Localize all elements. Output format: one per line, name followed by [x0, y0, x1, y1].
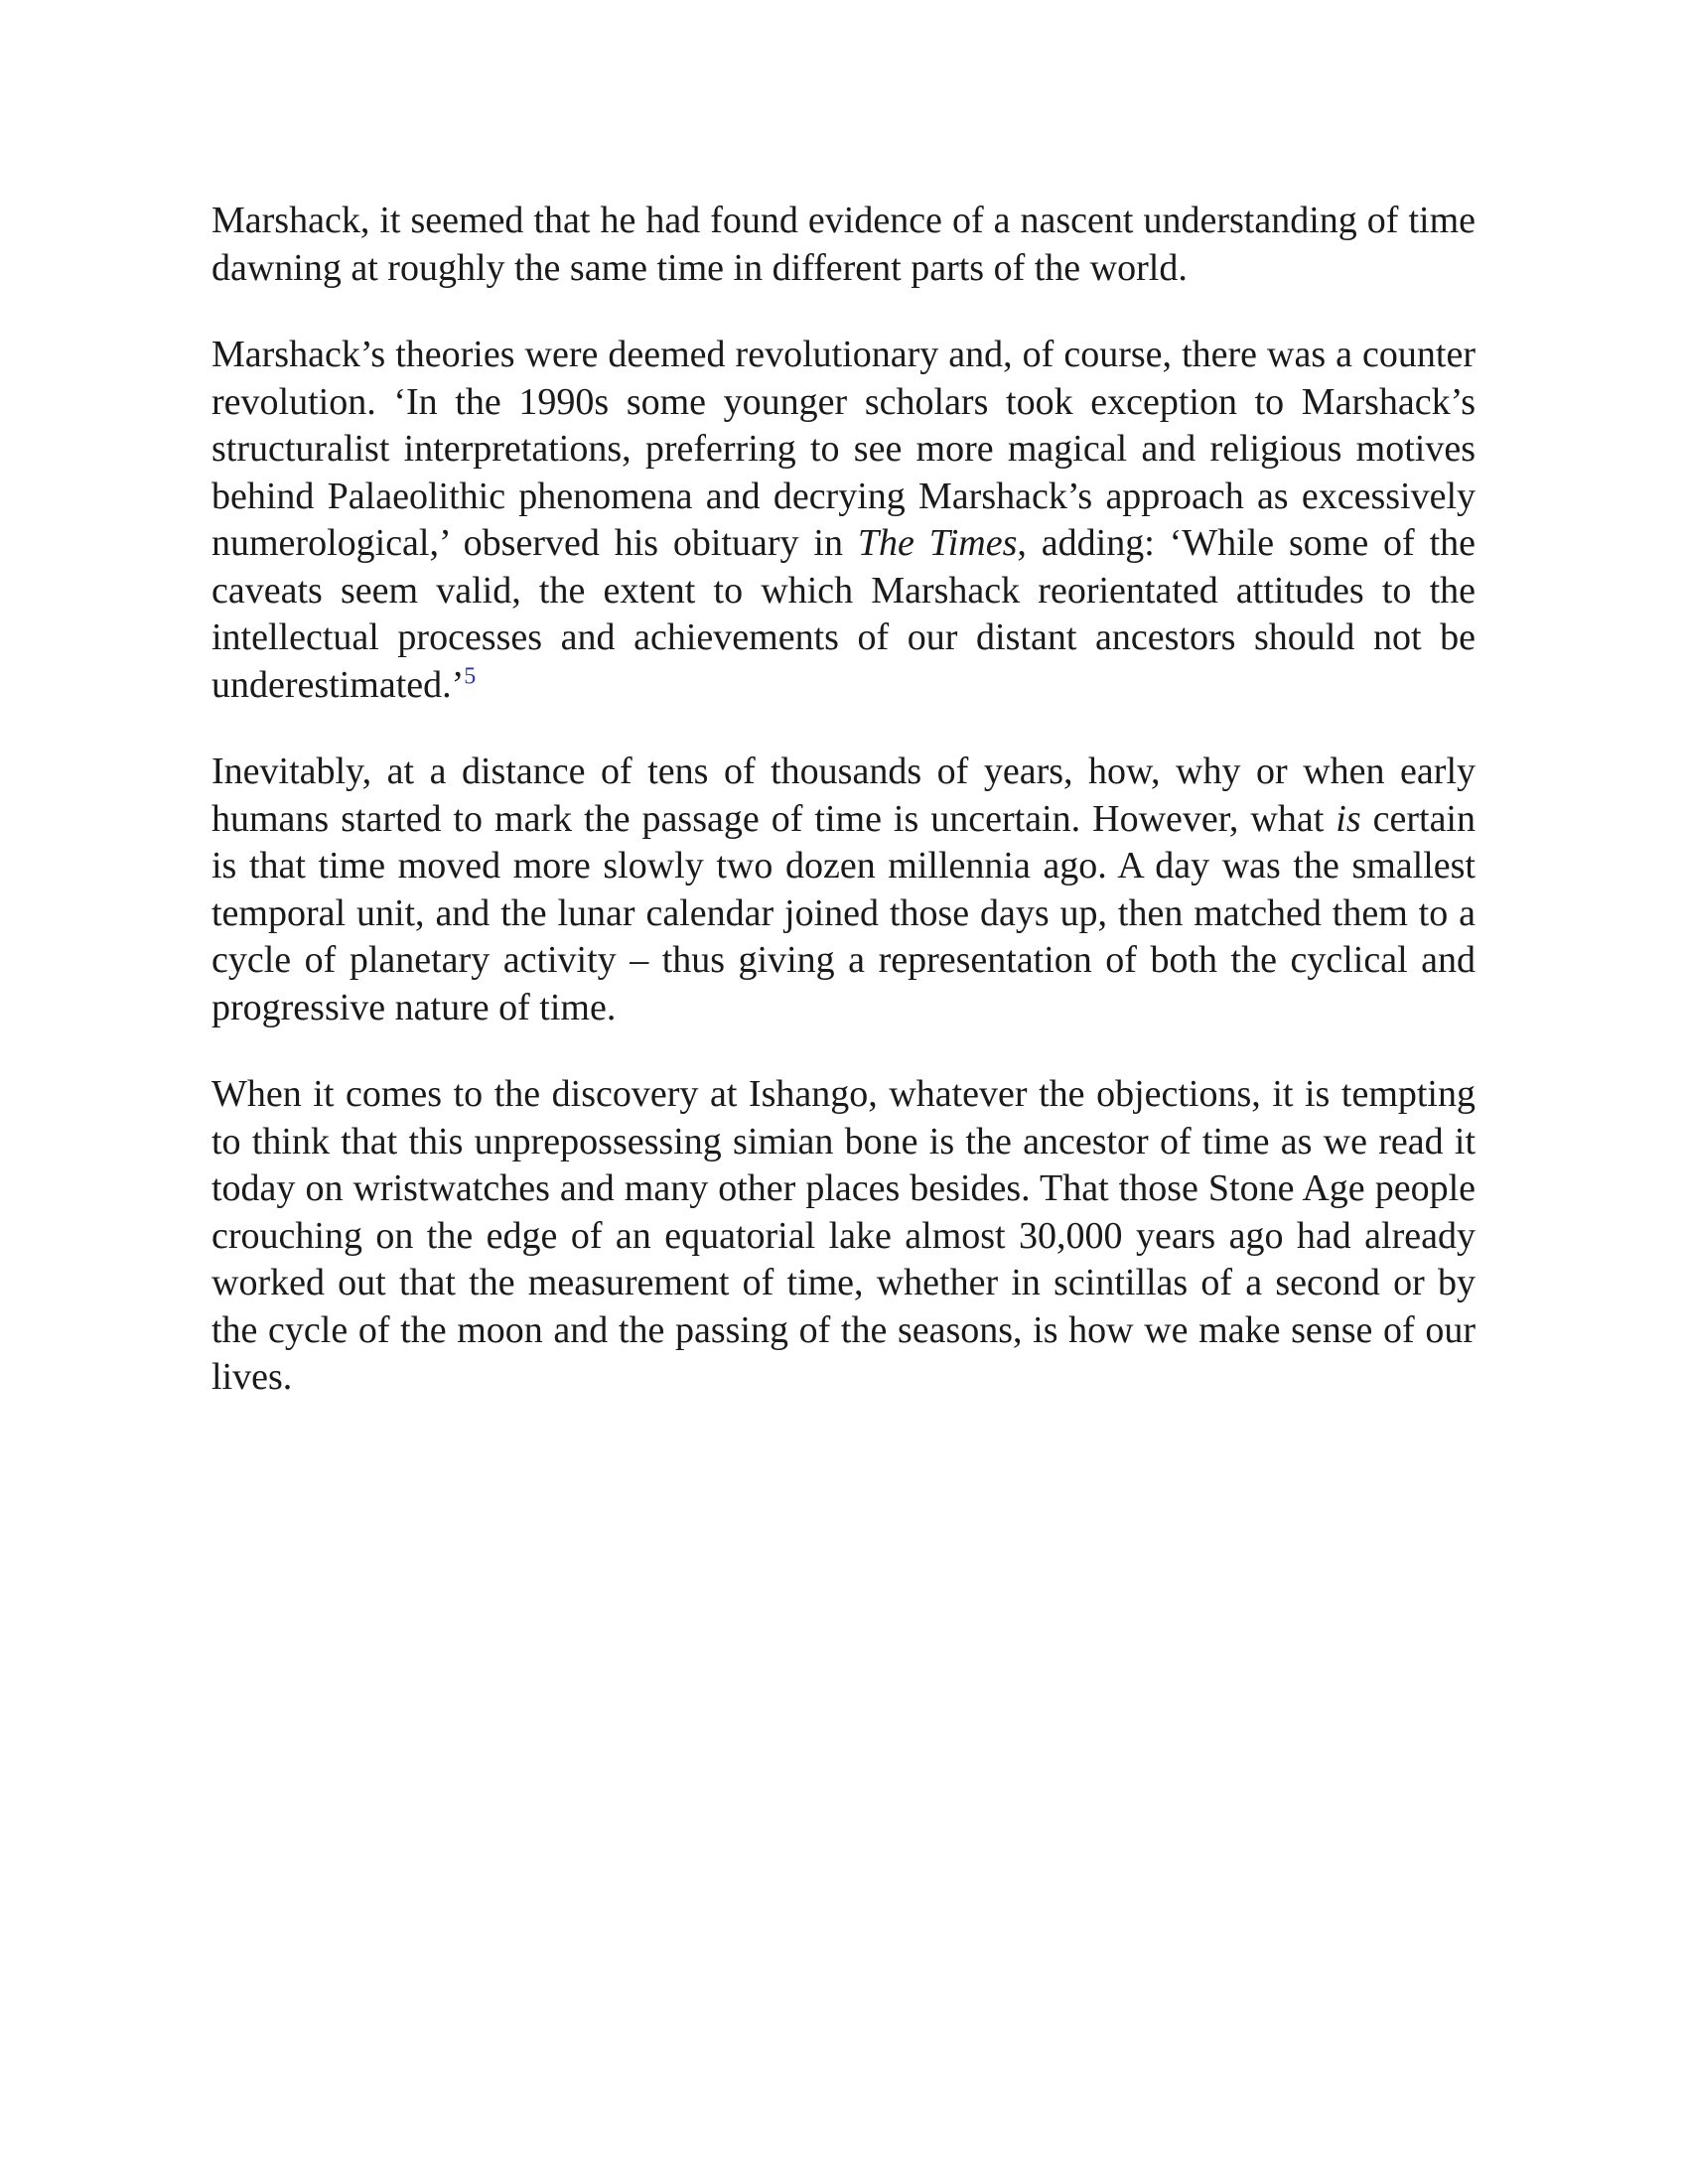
- paragraph-1: [211, 198, 1476, 292]
- paragraph-1-text: Marshack, it seemed that he had found evidence of a nascent understanding of time dawning at roughly the same time in different parts of the world.: [211, 200, 1476, 289]
- emphasis-italic: is: [1336, 797, 1361, 840]
- publication-title-italic: The Times: [857, 522, 1018, 564]
- footnote-reference-link[interactable]: 5: [464, 662, 477, 689]
- paragraph-4-text: When it comes to the discovery at Ishango, whatever the objections, it is tempting to think that this unprepossessing simian bone is the ancestor of time as we read it today on wristwatches and many other places besides. That those Stone Age people crouching on the edge of an equatorial lake almost 30,000 years ago had already worked out that the measurement of time, whether in scintillas of a second or by the cycle of the moon and the passing of the seasons, is how we make sense of our lives.: [211, 1073, 1476, 1398]
- paragraph-3-text-start: Inevitably, at a distance of tens of thousands of years, how, why or when early humans started to mark the passage of time is uncertain. However, what: [211, 751, 1476, 840]
- paragraph-4: [211, 1071, 1476, 1402]
- paragraph-3: [211, 749, 1476, 1031]
- paragraph-3-text-end: certain is that time moved more slowly two dozen millennia ago. A day was the smallest temporal unit, and the lunar calendar joined those days up, then matched them to a cycle of planetary activity – thus giving a representation of both the cyclical and progressive nature of time.: [211, 797, 1476, 1028]
- paragraph-2: [211, 332, 1476, 709]
- paragraph-2-text-start: Marshack’s theories were deemed revolutionary and, of course, there was a counter revolution. ‘In the 1990s some younger scholars took exception to Marshack’s structuralist interpretations, preferring to see more magical and religious motives behind Palaeolithic phenomena and decrying Marshack’s approach as excessively numerological,’ observed his obituary in: [211, 334, 1476, 564]
- document-page: [211, 198, 1476, 1402]
- paragraph-2-text-end: , adding: ‘While some of the caveats seem valid, the extent to which Marshack reorientated attitudes to the intellectual processes and achievements of our distant ancestors should not be underestimated.’: [211, 522, 1476, 706]
